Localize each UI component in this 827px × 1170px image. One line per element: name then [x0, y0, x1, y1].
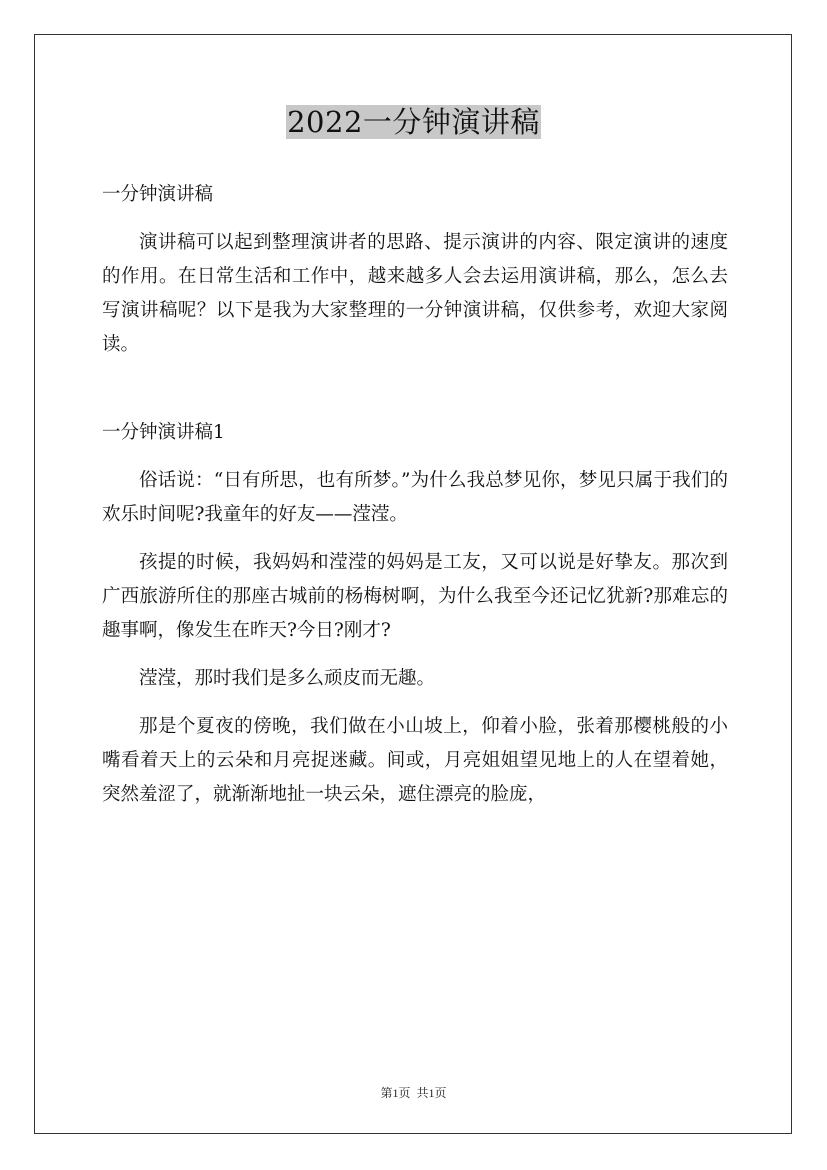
document-title-text: 2022一分钟演讲稿 [287, 105, 540, 139]
document-title [0, 102, 827, 142]
intro-paragraph: 演讲稿可以起到整理演讲者的思路、提示演讲的内容、限定演讲的速度的作用。在日常生活和工作中，越来越多人会去运用演讲稿，那么，怎么去写演讲稿呢？以下是我为大家整理的一分钟演讲稿，仅供参考，欢迎大家阅读。 [102, 232, 728, 355]
intro-heading: 一分钟演讲稿 [102, 184, 214, 205]
section1-paragraph-3: 滢滢，那时我们是多么顽皮而无趣。 [139, 668, 436, 689]
section1-paragraph-1: 俗话说：“日有所思，也有所梦。”为什么我总梦见你，梦见只属于我们的欢乐时间呢?我童年的好友——滢滢。 [102, 470, 728, 525]
page-number-footer: 第1页 共1页 [380, 1086, 447, 1100]
section1-paragraph-2: 孩提的时候，我妈妈和滢滢的妈妈是工友，又可以说是好挚友。那次到广西旅游所住的那座古城前的杨梅树啊，为什么我至今还记忆犹新?那难忘的趣事啊，像发生在昨天?今日?刚才? [102, 552, 728, 641]
document-body [102, 178, 728, 812]
section1-heading: 一分钟演讲稿1 [102, 422, 225, 443]
section1-paragraph-4: 那是个夏夜的傍晚，我们做在小山坡上，仰着小脸，张着那樱桃般的小嘴看着天上的云朵和月亮捉迷藏。间或，月亮姐姐望见地上的人在望着她，突然羞涩了，就渐渐地扯一块云朵，遮住漂亮的脸庞， [102, 716, 728, 805]
